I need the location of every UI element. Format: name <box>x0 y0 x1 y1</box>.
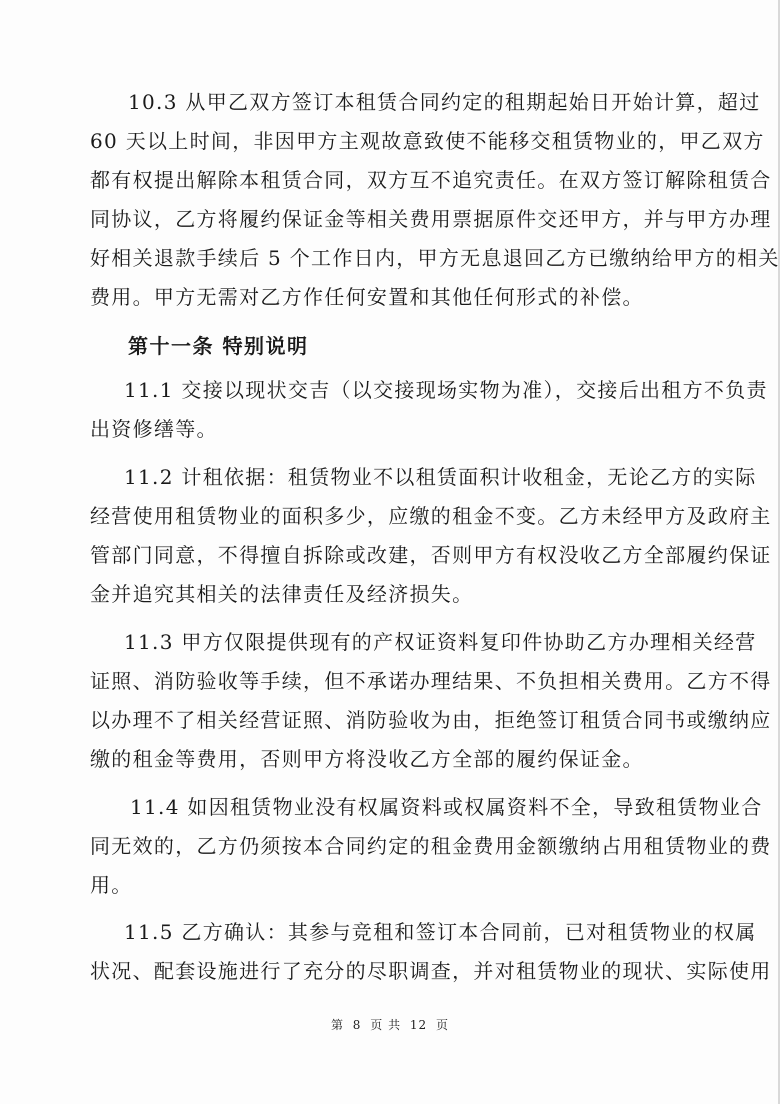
footer-middle: 页 共 <box>370 1018 402 1032</box>
paragraph-10-3-line-3: 都有权提出解除本租赁合同，双方互不追究责任。在双方签订解除租赁合 <box>90 168 772 192</box>
paragraph-11-3-line-4: 缴的租金等费用，否则甲方将没收乙方全部的履约保证金。 <box>90 747 644 771</box>
paragraph-11-3-line-3: 以办理不了相关经营证照、消防验收为由，拒绝签订租赁合同书或缴纳应 <box>90 708 772 732</box>
footer-page-number: 8 <box>352 1018 362 1032</box>
paragraph-11-5-line-1: 11.5 乙方确认：其参与竞租和签订本合同前，已对租赁物业的权属 <box>124 920 757 944</box>
paragraph-11-4-line-1: 11.4 如因租赁物业没有权属资料或权属资料不全，导致租赁物业合 <box>130 795 763 819</box>
page-footer <box>0 1016 780 1033</box>
paragraph-10-3-line-6: 费用。甲方无需对乙方作任何安置和其他任何形式的补偿。 <box>90 285 644 309</box>
paragraph-11-4-line-3: 用。 <box>90 873 133 897</box>
footer-total-pages: 12 <box>409 1018 428 1032</box>
paragraph-11-2-line-2: 经营使用租赁物业的面积多少，应缴的租金不变。乙方未经甲方及政府主 <box>90 504 772 528</box>
paragraph-10-3-line-1: 10.3 从甲乙双方签订本租赁合同约定的租期起始日开始计算，超过 <box>128 90 761 114</box>
paragraph-11-2-line-4: 金并追究其相关的法律责任及经济损失。 <box>90 582 474 606</box>
paragraph-10-3-line-2: 60 天以上时间，非因甲方主观故意致使不能移交租赁物业的，甲乙双方 <box>90 129 765 153</box>
footer-prefix: 第 <box>330 1018 344 1032</box>
paragraph-11-2-line-1: 11.2 计租依据：租赁物业不以租赁面积计收租金，无论乙方的实际 <box>124 465 757 489</box>
paragraph-10-3-line-5: 好相关退款手续后 5 个工作日内，甲方无息退回乙方已缴纳给甲方的相关 <box>90 246 780 270</box>
paragraph-11-3-line-2: 证照、消防验收等手续，但不承诺办理结果、不负担相关费用。乙方不得 <box>90 669 772 693</box>
paragraph-11-3-line-1: 11.3 甲方仅限提供现有的产权证资料复印件协助乙方办理相关经营 <box>124 630 757 654</box>
paragraph-11-1-line-2: 出资修缮等。 <box>90 417 218 441</box>
paragraph-11-1-line-1: 11.1 交接以现状交吉（以交接现场实物为准），交接后出租方不负责 <box>124 378 768 402</box>
footer-suffix: 页 <box>436 1018 450 1032</box>
paragraph-10-3-line-4: 同协议，乙方将履约保证金等相关费用票据原件交还甲方，并与甲方办理 <box>90 207 772 231</box>
paragraph-11-2-line-3: 管部门同意，不得擅自拆除或改建，否则甲方有权没收乙方全部履约保证 <box>90 543 772 567</box>
paragraph-11-5-line-2: 状况、配套设施进行了充分的尽职调查，并对租赁物业的现状、实际使用 <box>90 959 772 983</box>
paragraph-11-4-line-2: 同无效的，乙方仍须按本合同约定的租金费用金额缴纳占用租赁物业的费 <box>90 834 772 858</box>
section-heading-article-11: 第十一条 特别说明 <box>128 334 309 358</box>
